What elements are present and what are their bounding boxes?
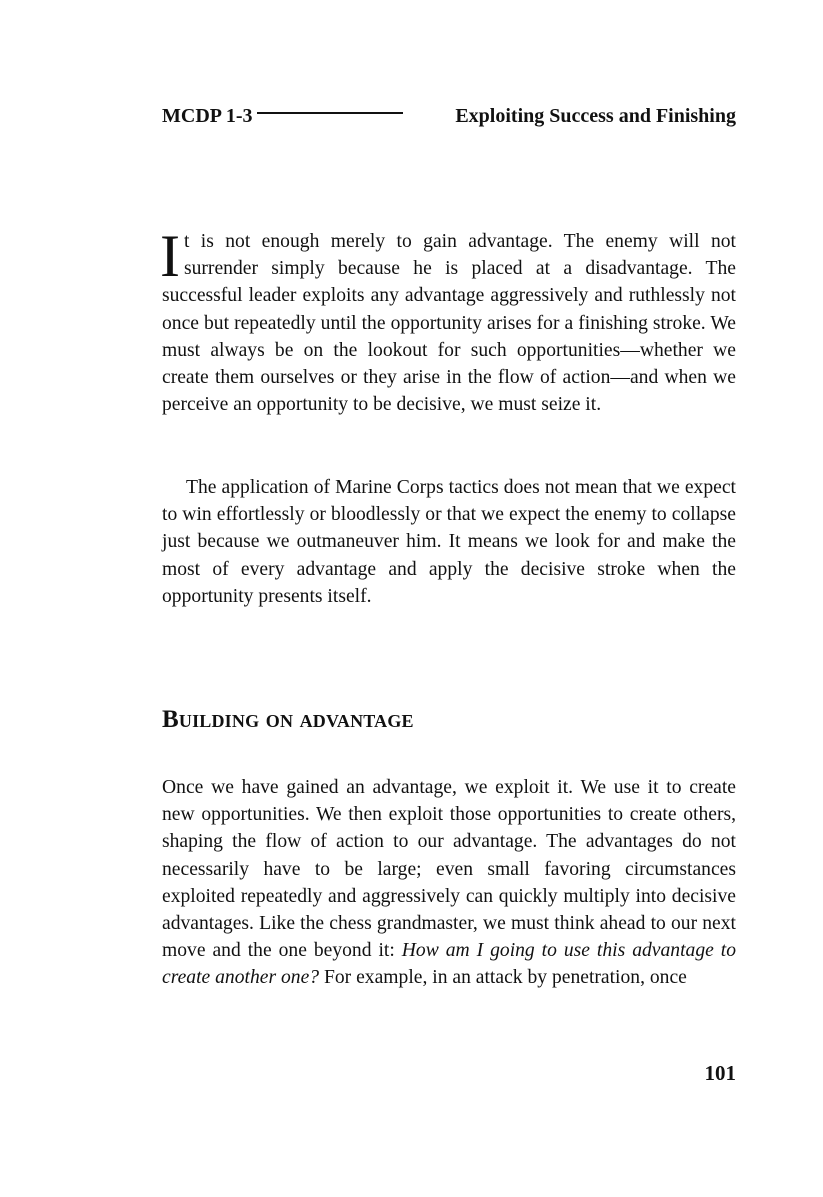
section-paragraph-text-1: Once we have gained an advantage, we exploit it. We use it to create new opportunities. We then exploit those opportunities to create others, shaping the flow of action to our advantage. The advantages do not necessarily have to be large; even small favoring circumstances exploited repeatedly and aggressively can quickly multiply into decisive advantages. Like the chess grandmaster, we must think ahead to our next move and the one beyond it:: [162, 777, 736, 962]
section-paragraph-italic: How am I going to use this advantage to create another one?: [162, 940, 737, 989]
section-paragraph-text-2: For example, in an attack by penetration, once: [319, 967, 687, 989]
intro-paragraph-1-text: t is not enough merely to gain advantage. The enemy will not surrender simply because he is placed at a disadvantage. The successful leader exploits any advantage aggressively and ruthlessly not once but repeatedly until the opportunity arises for a finishing stroke. We must always be on the lookout for such opportunities—whether we create them ourselves or they arise in the flow of action—and when we perceive an opportunity to be decisive, we must seize it.: [162, 231, 736, 416]
chapter-title: Exploiting Success and Finishing: [455, 104, 736, 127]
section-paragraph: [162, 774, 736, 992]
running-header: [162, 102, 736, 130]
drop-cap: I: [160, 223, 180, 289]
section-heading: Building on advantage: [162, 706, 414, 733]
publication-id: MCDP 1-3: [162, 104, 253, 127]
page-number: 101: [704, 1061, 736, 1085]
intro-paragraph-2: The application of Marine Corps tactics does not mean that we expect to win effortlessly or bloodlessly or that we expect the enemy to collapse just because we outmaneuver him. It means we look for and make the most of every advantage and apply the decisive stroke when the opportunity presents itself.: [162, 477, 736, 607]
header-rule: [257, 112, 403, 114]
intro-paragraph-1: [160, 223, 736, 418]
